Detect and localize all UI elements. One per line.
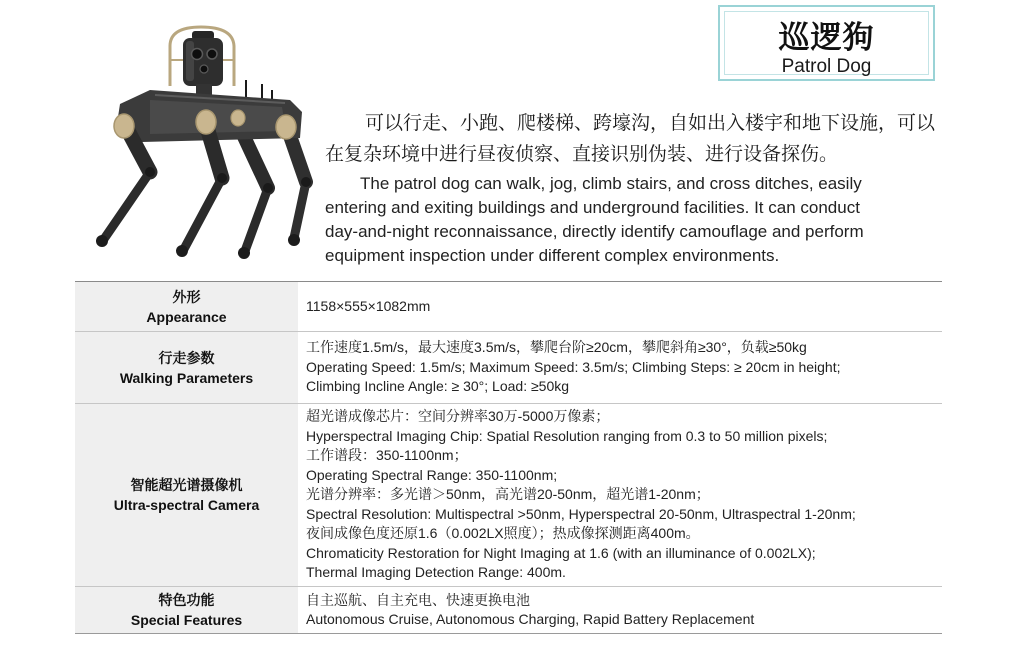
spec-label-en: Special Features xyxy=(130,612,243,628)
spec-value-line: 工作谱段：350-1100nm； xyxy=(306,447,468,464)
front-right-shin xyxy=(184,178,222,249)
spec-value xyxy=(298,404,942,586)
spec-value-line: Chromaticity Restoration for Night Imaging at 1.6 (with an illuminance of 0.002LX); xyxy=(306,544,816,561)
rear-left-foot xyxy=(238,247,250,259)
spec-value-line: 工作速度1.5m/s，最大速度3.5m/s，攀爬台阶≥20cm，攀爬斜角≥30°，负载≥50kg xyxy=(306,339,807,356)
page-title-cn: 巡逻狗 xyxy=(778,20,875,55)
robot-dog-image xyxy=(0,0,340,270)
front-right-knee xyxy=(217,173,227,183)
spec-value-line: Operating Spectral Range: 350-1100nm; xyxy=(306,466,558,483)
turret-highlight xyxy=(186,41,194,81)
spec-row-special-features xyxy=(75,587,942,634)
spec-label-en: Ultra-spectral Camera xyxy=(113,497,260,513)
spec-value-line: Operating Speed: 1.5m/s; Maximum Speed: 3.5m/s; Climbing Steps: ≥ 20cm in height; xyxy=(306,358,841,375)
camera-lens-icon xyxy=(207,49,217,59)
title-badge xyxy=(718,5,935,81)
spec-label-cn: 行走参数 xyxy=(158,349,215,366)
spec-value xyxy=(298,282,942,331)
front-legs xyxy=(96,124,227,257)
rear-right-knee xyxy=(301,177,311,187)
spec-value-line: 夜间成像色度还原1.6（0.002LX照度）；热成像探测距离400m。 xyxy=(306,525,700,542)
spec-label-cn: 智能超光谱摄像机 xyxy=(130,477,243,493)
rear-left-shin xyxy=(245,188,268,251)
description-en-line: The patrol dog can walk, jog, climb stairs, and cross ditches, easily xyxy=(360,174,862,193)
spec-label xyxy=(75,282,298,331)
description-en xyxy=(325,172,864,268)
spec-label xyxy=(75,404,298,586)
front-left-knee xyxy=(145,167,155,177)
spec-label-cn: 外形 xyxy=(172,288,201,305)
front-right-hip xyxy=(196,110,216,134)
spec-value-line: 自主巡航、自主充电、快速更换电池 xyxy=(306,591,530,608)
spec-label-en: Walking Parameters xyxy=(119,369,254,386)
rear-legs xyxy=(238,128,311,259)
front-left-shin xyxy=(104,172,150,239)
spec-value-line: 光谱分辨率：多光谱＞50nm，高光谱20-50nm，超光谱1-20nm； xyxy=(306,486,710,503)
spec-label xyxy=(75,587,298,633)
spec-value-line: 1158×555×1082mm xyxy=(306,297,431,314)
front-right-foot xyxy=(176,245,188,257)
rear-right-hip xyxy=(276,115,296,139)
rear-right-shin xyxy=(294,182,306,238)
spec-table xyxy=(75,281,942,634)
camera-lens-icon xyxy=(200,65,208,73)
description-cn-line: 可以行走、小跑、爬楼梯、跨壕沟，自如出入楼宇和地下设施，可以 xyxy=(365,113,936,134)
spec-value xyxy=(298,587,942,633)
spec-value xyxy=(298,332,942,403)
spec-value-line: Thermal Imaging Detection Range: 400m. xyxy=(306,564,566,581)
spec-value-line: 超光谱成像芯片：空间分辨率30万-5000万像素； xyxy=(306,408,610,425)
rear-right-foot xyxy=(288,234,300,246)
spec-value-line: Spectral Resolution: Multispectral >50nm, Hyperspectral 20-50nm, Ultraspectral 1-20nm; xyxy=(306,505,856,522)
description-en-line: day-and-night reconnaissance, directly identify camouflage and perform xyxy=(325,222,864,241)
spec-row-appearance xyxy=(75,282,942,332)
rear-left-hip xyxy=(231,110,245,126)
camera-lens-icon xyxy=(192,49,203,60)
spec-label xyxy=(75,332,298,403)
spec-value-line: Autonomous Cruise, Autonomous Charging, Rapid Battery Replacement xyxy=(306,611,755,627)
spec-value-line: Climbing Incline Angle: ≥ 30°; Load: ≥50kg xyxy=(306,378,570,395)
page-title-en: Patrol Dog xyxy=(781,56,872,77)
front-left-hip xyxy=(114,114,134,138)
rear-left-knee xyxy=(263,183,273,193)
spec-label-en: Appearance xyxy=(146,308,227,325)
spec-row-ultra-spectral-camera xyxy=(75,404,942,587)
description-en-line: entering and exiting buildings and underground facilities. It can conduct xyxy=(325,198,860,217)
description-cn xyxy=(325,108,935,170)
spec-label-cn: 特色功能 xyxy=(158,592,215,608)
front-left-foot xyxy=(96,235,108,247)
description-en-line: equipment inspection under different complex environments. xyxy=(325,246,780,265)
spec-value-line: Hyperspectral Imaging Chip: Spatial Resolution ranging from 0.3 to 50 million pixels; xyxy=(306,427,828,444)
spec-row-walking-parameters xyxy=(75,332,942,404)
sensor-turret xyxy=(183,31,223,100)
description-cn-line: 在复杂环境中进行昼夜侦察、直接识别伪装、进行设备探伤。 xyxy=(325,144,839,165)
